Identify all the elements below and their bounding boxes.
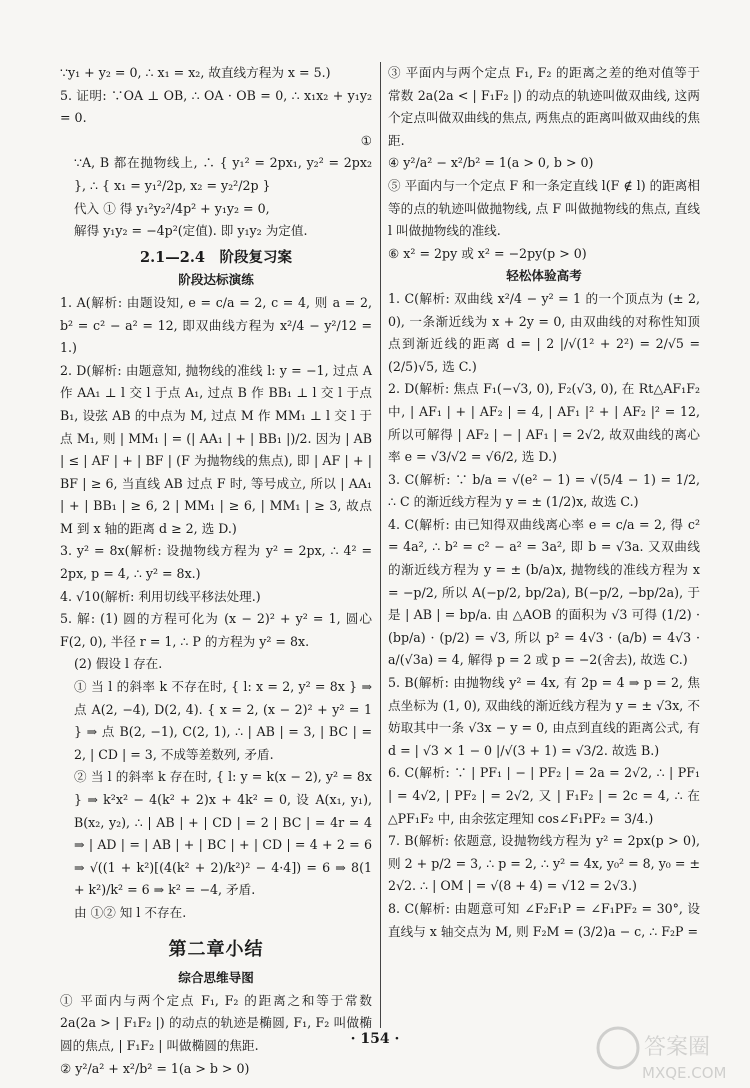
answer-item-5-part2: (2) 假设 l 存在. — [74, 656, 163, 672]
left-line-2: 5. 证明: ∵OA ⊥ OB, ∴ OA · OB = 0, ∴ x₁x₂ + y₁y₂ = 0. — [60, 87, 372, 126]
summary-item-6: ⑥ x² = 2py 或 x² = −2py(p > 0) — [388, 245, 587, 261]
section-subtitle: 阶段达标演练 — [178, 272, 254, 288]
left-line-5: 代入 ① 得 y₁²y₂²/4p² + y₁y₂ = 0, — [74, 200, 270, 216]
summary-item-4: ④ y²/a² − x²/b² = 1(a > 0, b > 0) — [388, 155, 594, 171]
summary-item-2: ② y²/a² + x²/b² = 1(a > b > 0) — [60, 1060, 250, 1076]
answer-item-2: 2. D(解析: 由题意知, 抛物线的准线 l: y = −1, 过点 A 作 AA₁ ⊥ l 交 l 于点 A₁, 过点 B 作 BB₁ ⊥ l 交 l 于点 B₁, 设弦 AB 的中点为 M, 过点 M 作 MM₁ ⊥ l 交 l 于点 M₁, 则 | MM₁ | = (| AA₁ | + | BB₁ |)/2. 因为 | AB | ≤ | AF | + | BF | (F 为抛物线的焦点), 即 | AF | + | BF | ≥ 6, 当直线 AB 过点 F 时, 等号成立, 所以 | AA₁ | + | BB₁ | ≥ 6, 2 | MM₁ | ≥ 6, | MM₁ | ≥ 3, 故点 M 到 x 轴的距离 d ≥ 2, 选 D.) — [60, 362, 372, 536]
exam-item-8: 8. C(解析: 由题意可知 ∠F₂F₁P = ∠F₁PF₂ = 30°, 设直线与 x 轴交点为 M, 则 F₂M = (3/2)a − c, ∴ F₂P = — [388, 900, 700, 939]
exam-item-5: 5. B(解析: 由抛物线 y² = 4x, 有 2p = 4 ⇒ p = 2, 焦点坐标为 (1, 0), 双曲线的渐近线方程为 y = ± √3x, 不妨取其中一条 √3x − y = 0, 由点到直线的距离公式, 有 d = | √3 × 1 − 0 |/√(3 + 1) = √3/2. 故选 B.) — [388, 675, 700, 758]
answer-item-5-conclusion: 由 ①② 知 l 不存在. — [74, 904, 187, 920]
exam-item-4: 4. C(解析: 由已知得双曲线离心率 e = c/a = 2, 得 c² = 4a², ∴ b² = c² − a² = 3a², 即 b = √3a. 又双曲线的渐近线方程为 y = ± (b/a)x, 抛物线的准线方程为 x = −p/2, 所以 A(−p/2, bp/2a), B(−p/2, −bp/2a), 于是 | AB | = bp/a. 由 △AOB 的面积为 √3 可得 (1/2) · (bp/a) · (p/2) = √3, 所以 p² = 4√3 · (a/b) = 4√3 · a/(√3a) = 4, 解得 p = 2 或 p = −2(舍去), 故选 C.) — [388, 516, 700, 668]
chapter-title: 第二章小结 — [168, 938, 264, 960]
exam-item-1: 1. C(解析: 双曲线 x²/4 − y² = 1 的一个顶点为 (± 2, 0), 一条渐近线为 x + 2y = 0, 由双曲线的对称性知顶点到渐近线的距离 d = | 2 |/√(1² + 2²) = 2/√5 = (2/5)√5, 选 C.) — [388, 290, 700, 374]
column-divider — [380, 62, 381, 1028]
left-line-1: ∵y₁ + y₂ = 0, ∴ x₁ = x₂, 故直线方程为 x = 5.) — [60, 65, 331, 80]
exam-item-6: 6. C(解析: ∵ | PF₁ | − | PF₂ | = 2a = 2√2, ∴ | PF₁ | = 4√2, | PF₂ | = 2√2, 又 | F₁F₂ | = 2c = 4, ∴ 在 △PF₁F₂ 中, 由余弦定理知 cos∠F₁PF₂ = 3/4.) — [388, 765, 700, 826]
answer-item-5-case2: ② 当 l 的斜率 k 存在时, { l: y = k(x − 2), y² = 8x } ⇒ k²x² − 4(k² + 2)x + 4k² = 0, 设 A(x₁, y₁), B(x₂, y₂), ∴ | AB | + | CD | = 2 | BC | = 4r = 4 ⇒ | AD | = | AB | + | BC | + | CD | = 4 + 2 = 6 ⇒ √((1 + k²)[(4(k² + 2)/k²)² − 4·4]) = 6 ⇒ 8(1 + k²)/k² = 6 ⇒ k² = −4, 矛盾. — [74, 769, 372, 898]
watermark-logo — [592, 1020, 742, 1084]
left-column — [60, 62, 372, 1076]
chapter-subtitle: 综合思维导图 — [178, 970, 254, 986]
exam-item-2: 2. D(解析: 焦点 F₁(−√3, 0), F₂(√3, 0), 在 Rt△AF₁F₂ 中, | AF₁ | + | AF₂ | = 4, | AF₁ |² + | AF₂ |² = 12, 所以可解得 | AF₂ | − | AF₁ | = 2√2, 故双曲线的离心率 e = √3/√2 = √6/2, 选 D.) — [388, 381, 700, 465]
summary-item-1: ① 平面内与两个定点 F₁, F₂ 的距离之和等于常数 2a(2a > | F₁F₂ |) 的动点的轨迹是椭圆, F₁, F₂ 叫做椭圆的焦点, | F₁F₂ | 叫做椭圆的焦距. — [60, 992, 372, 1053]
answer-item-3: 3. y² = 8x(解析: 设抛物线方程为 y² = 2px, ∴ 4² = 2px, p = 4, ∴ y² = 8x.) — [60, 543, 372, 582]
page-number: · 154 · — [350, 1031, 400, 1047]
exam-item-3: 3. C(解析: ∵ b/a = √(e² − 1) = √(5/4 − 1) = 1/2, ∴ C 的渐近线方程为 y = ± (1/2)x, 故选 C.) — [388, 471, 700, 510]
exam-item-7: 7. B(解析: 依题意, 设抛物线方程为 y² = 2px(p > 0), 则 2 + p/2 = 3, ∴ p = 2, ∴ y² = 4x, y₀² = 8, y₀ = ± 2√2. ∴ | OM | = √(8 + 4) = √12 = 2√3.) — [388, 833, 700, 894]
svg-text:MXQE.COM: MXQE.COM — [642, 1064, 727, 1082]
svg-text:答案圈: 答案圈 — [644, 1035, 711, 1060]
answer-item-5: 5. 解: (1) 圆的方程可化为 (x − 2)² + y² = 1, 圆心 F(2, 0), 半径 r = 1, ∴ P 的方程为 y² = 8x. — [60, 611, 372, 649]
exam-subtitle: 轻松体验高考 — [506, 268, 582, 284]
left-line-4: ∵A, B 都在抛物线上, ∴ { y₁² = 2px₁, y₂² = 2px₂ }, ∴ { x₁ = y₁²/2p, x₂ = y₂²/2p } — [74, 155, 372, 193]
right-column — [388, 62, 700, 1028]
answer-item-4: 4. √10(解析: 利用切线平移法处理.) — [60, 588, 261, 604]
summary-item-3: ③ 平面内与两个定点 F₁, F₂ 的距离之差的绝对值等于常数 2a(2a < | F₁F₂ |) 的动点的轨迹叫做双曲线, 这两个定点叫做双曲线的焦点, 两焦点的距离叫做双曲线的焦距. — [388, 65, 700, 148]
left-line-6: 解得 y₁y₂ = −4p²(定值). 即 y₁y₂ 为定值. — [74, 223, 308, 239]
section-title: 2.1—2.4 阶段复习案 — [140, 248, 292, 266]
answer-item-5-case1: ① 当 l 的斜率 k 不存在时, { l: x = 2, y² = 8x } ⇒ 点 A(2, −4), D(2, 4). { x = 2, (x − 2)² + y² = 1 } ⇒ 点 B(2, −1), C(2, 1), ∴ | AB | = 3, | BC | = 2, | CD | = 3, 不成等差数列, 矛盾. — [74, 679, 372, 762]
answer-item-1: 1. A(解析: 由题设知, e = c/a = 2, c = 4, 则 a = 2, b² = c² − a² = 12, 即双曲线方程为 x²/4 − y²/12 = 1.) — [60, 294, 372, 356]
summary-item-5: ⑤ 平面内与一个定点 F 和一条定直线 l(F ∉ l) 的距离相等的点的轨迹叫做抛物线, 点 F 叫做抛物线的焦点, 直线 l 叫做抛物线的准线. — [388, 177, 700, 239]
left-line-3: ① — [360, 132, 372, 148]
